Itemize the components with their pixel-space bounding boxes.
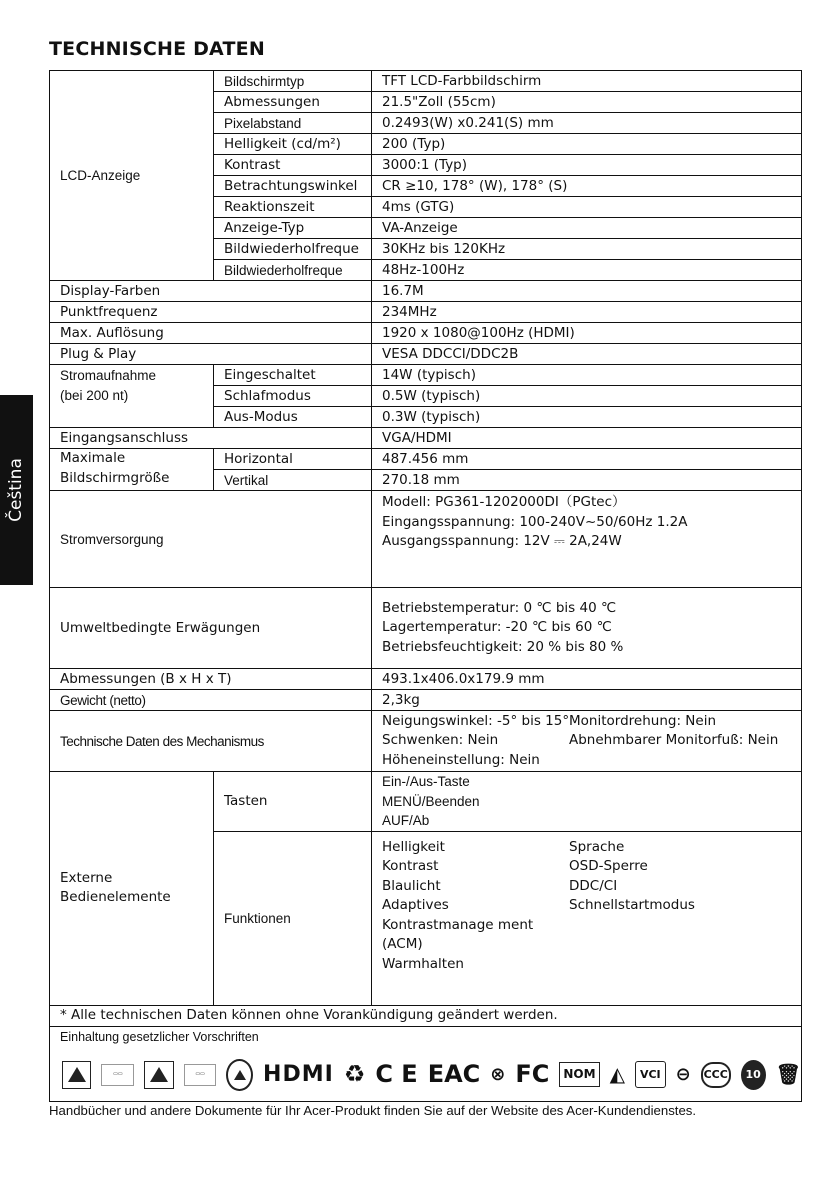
spec-key: Gewicht (netto) xyxy=(50,690,372,711)
spec-value: 0.2493(W) x0.241(S) mm xyxy=(372,113,802,134)
table-row xyxy=(50,323,802,344)
spec-line: Eingangsspannung: 100-240V~50/60Hz 1.2A xyxy=(382,513,688,530)
rohs-mark-icon: ⊖ xyxy=(675,1064,691,1085)
table-row xyxy=(50,365,802,386)
spec-key: Pixelabstand xyxy=(214,113,372,134)
weee-bin-icon: 🗑 xyxy=(775,1062,802,1086)
language-tab xyxy=(0,395,33,585)
spec-value: 2,3kg xyxy=(372,690,802,711)
spec-line: Lagertemperatur: -20 ℃ bis 60 ℃ xyxy=(382,619,612,636)
tuv-ergonomics-logo xyxy=(62,1061,91,1089)
ukca-mark-icon: ⊗ xyxy=(490,1064,506,1085)
spec-line: Bildschirmgröße xyxy=(60,469,170,486)
table-row xyxy=(50,281,802,302)
lcd-label: LCD-Anzeige xyxy=(50,71,214,281)
spec-line: Neigungswinkel: -5° bis 15° xyxy=(382,712,570,729)
spec-value: 4ms (GTG) xyxy=(372,197,802,218)
table-row xyxy=(50,711,802,772)
spec-line: (ACM) xyxy=(382,936,423,952)
spec-value: 1920 x 1080@100Hz (HDMI) xyxy=(372,323,802,344)
spec-key: Tasten xyxy=(214,772,372,832)
spec-value: 0.3W (typisch) xyxy=(372,407,802,428)
spec-key: Bildschirmtyp xyxy=(214,71,372,92)
spec-line: AUF/Ab xyxy=(382,813,430,828)
spec-value: VA-Anzeige xyxy=(372,218,802,239)
spec-line: Kontrastmanage ment xyxy=(382,916,534,933)
spec-line: DDC/CI xyxy=(569,877,618,894)
ccc-logo: CCC xyxy=(701,1062,731,1088)
vcci-logo: VCI xyxy=(635,1061,666,1088)
epup-ten-icon: 10 xyxy=(741,1060,766,1090)
spec-value: VESA DDCCI/DDC2B xyxy=(372,344,802,365)
spec-value: 200 (Typ) xyxy=(372,134,802,155)
spec-key: Funktionen xyxy=(214,831,372,1005)
table-row xyxy=(50,588,802,669)
spec-value: 3000:1 (Typ) xyxy=(372,155,802,176)
power-supply-value xyxy=(372,491,802,588)
spec-line: Maximale xyxy=(60,450,126,466)
spec-line: OSD-Sperre xyxy=(569,858,648,874)
spec-line: Ausgangsspannung: 12V ⎓ 2A,24W xyxy=(382,533,622,549)
nom-logo: NOM xyxy=(559,1062,599,1087)
table-row xyxy=(50,1005,802,1026)
spec-value: 21.5"Zoll (55cm) xyxy=(372,92,802,113)
table-row xyxy=(50,428,802,449)
spec-key: Anzeige-Typ xyxy=(214,218,372,239)
compliance-label: Einhaltung gesetzlicher Vorschriften xyxy=(60,1029,259,1044)
spec-value: 14W (typisch) xyxy=(372,365,802,386)
tuv-lowblue-logo xyxy=(144,1061,173,1089)
language-tab-label: Čeština xyxy=(6,458,26,522)
functions-value xyxy=(372,831,802,1005)
spec-line: Abnehmbarer Monitorfuß: Nein xyxy=(569,732,779,749)
spec-key: Betrachtungswinkel xyxy=(214,176,372,197)
spec-key: Kontrast xyxy=(214,155,372,176)
spec-note: * Alle technischen Daten können ohne Vorankündigung geändert werden. xyxy=(50,1005,802,1026)
spec-line: Schwenken: Nein xyxy=(382,732,499,749)
mechanism-value xyxy=(372,711,802,772)
rcm-mark-icon: ◭ xyxy=(609,1062,625,1086)
spec-line: Helligkeit xyxy=(382,838,445,855)
table-row xyxy=(50,1026,802,1101)
spec-key: Eingeschaltet xyxy=(214,365,372,386)
table-row xyxy=(50,690,802,711)
footer-text: Handbücher und andere Dokumente für Ihr Acer-Produkt finden Sie auf der Website des Acer-Kundendienstes. xyxy=(49,1103,697,1118)
spec-line: Betriebsfeuchtigkeit: 20 % bis 80 % xyxy=(382,638,624,655)
spec-value: 493.1x406.0x179.9 mm xyxy=(372,669,802,690)
spec-table xyxy=(49,70,802,1102)
spec-line: Stromaufnahme xyxy=(60,368,157,383)
spec-key: Bildwiederholfreque xyxy=(214,260,372,281)
spec-line: Bedienelemente xyxy=(60,889,171,906)
spec-line: Ein-/Aus-Taste xyxy=(382,774,470,789)
spec-value: 30KHz bis 120KHz xyxy=(372,239,802,260)
spec-value: TFT LCD-Farbbildschirm xyxy=(372,71,802,92)
power-consumption-label xyxy=(50,365,214,428)
spec-line: Warmhalten xyxy=(382,955,464,972)
environment-value xyxy=(372,588,802,669)
table-row xyxy=(50,772,802,832)
spec-line: Kontrast xyxy=(382,858,439,874)
eac-mark-icon: EAC xyxy=(427,1060,481,1088)
wee-recycling-icon: ♻ xyxy=(343,1060,366,1088)
spec-line: MENÜ/Beenden xyxy=(382,793,480,809)
table-row xyxy=(50,669,802,690)
spec-line: Schnellstartmodus xyxy=(569,897,695,913)
screen-size-label xyxy=(50,449,214,491)
spec-value: CR ≥10, 178° (W), 178° (S) xyxy=(372,176,802,197)
spec-line: Höheneinstellung: Nein xyxy=(382,751,540,768)
page-title: TECHNISCHE DATEN xyxy=(49,38,265,60)
spec-key: Punktfrequenz xyxy=(50,302,372,323)
spec-key: Reaktionszeit xyxy=(214,197,372,218)
spec-value: 270.18 mm xyxy=(372,470,802,491)
spec-key: Helligkeit (cd/m²) xyxy=(214,134,372,155)
spec-line: Sprache xyxy=(569,838,625,855)
table-row xyxy=(50,302,802,323)
external-controls-label xyxy=(50,772,214,1006)
fcc-logo: FC xyxy=(515,1060,550,1088)
spec-value: 234MHz xyxy=(372,302,802,323)
hdmi-logo: HDMI xyxy=(263,1062,334,1087)
spec-value: 487.456 mm xyxy=(372,449,802,470)
spec-key: Technische Daten des Mechanismus xyxy=(50,711,372,772)
table-row xyxy=(50,344,802,365)
spec-key: Abmessungen xyxy=(214,92,372,113)
table-row xyxy=(50,449,802,470)
ce-mark-icon: C E xyxy=(375,1060,418,1088)
spec-key: Abmessungen (B x H x T) xyxy=(50,669,372,690)
spec-key: Stromversorgung xyxy=(50,491,372,588)
spec-value: 48Hz-100Hz xyxy=(372,260,802,281)
certificate-label-icon: ▭▭ xyxy=(184,1064,217,1086)
spec-key: Plug & Play xyxy=(50,344,372,365)
spec-key: Umweltbedingte Erwägungen xyxy=(50,588,372,669)
spec-key: Horizontal xyxy=(214,449,372,470)
spec-line: (bei 200 nt) xyxy=(60,387,129,403)
spec-value: 0.5W (typisch) xyxy=(372,386,802,407)
compliance-logos xyxy=(60,1047,801,1101)
spec-key: Aus-Modus xyxy=(214,407,372,428)
spec-key: Eingangsanschluss xyxy=(50,428,372,449)
spec-key: Schlafmodus xyxy=(214,386,372,407)
spec-key: Max. Auflösung xyxy=(50,323,372,344)
spec-line: Adaptives xyxy=(382,897,449,913)
spec-line: Monitordrehung: Nein xyxy=(569,712,716,729)
spec-value: VGA/HDMI xyxy=(372,428,802,449)
spec-line: Externe xyxy=(60,869,113,886)
spec-line: Blaulicht xyxy=(382,877,441,894)
spec-key: Bildwiederholfreque xyxy=(214,239,372,260)
compliance-cell xyxy=(50,1026,802,1101)
certificate-label-icon: ▭▭ xyxy=(101,1064,134,1086)
spec-line: Betriebstemperatur: 0 ℃ bis 40 ℃ xyxy=(382,599,617,616)
buttons-value xyxy=(372,772,802,832)
spec-key: Vertikal xyxy=(214,470,372,491)
spec-line: Modell: PG361-1202000DI（PGtec） xyxy=(382,494,626,510)
table-row xyxy=(50,491,802,588)
spec-value: 16.7M xyxy=(372,281,802,302)
table-row xyxy=(50,71,802,92)
tuv-flicker-free-icon xyxy=(226,1059,253,1091)
spec-key: Display-Farben xyxy=(50,281,372,302)
